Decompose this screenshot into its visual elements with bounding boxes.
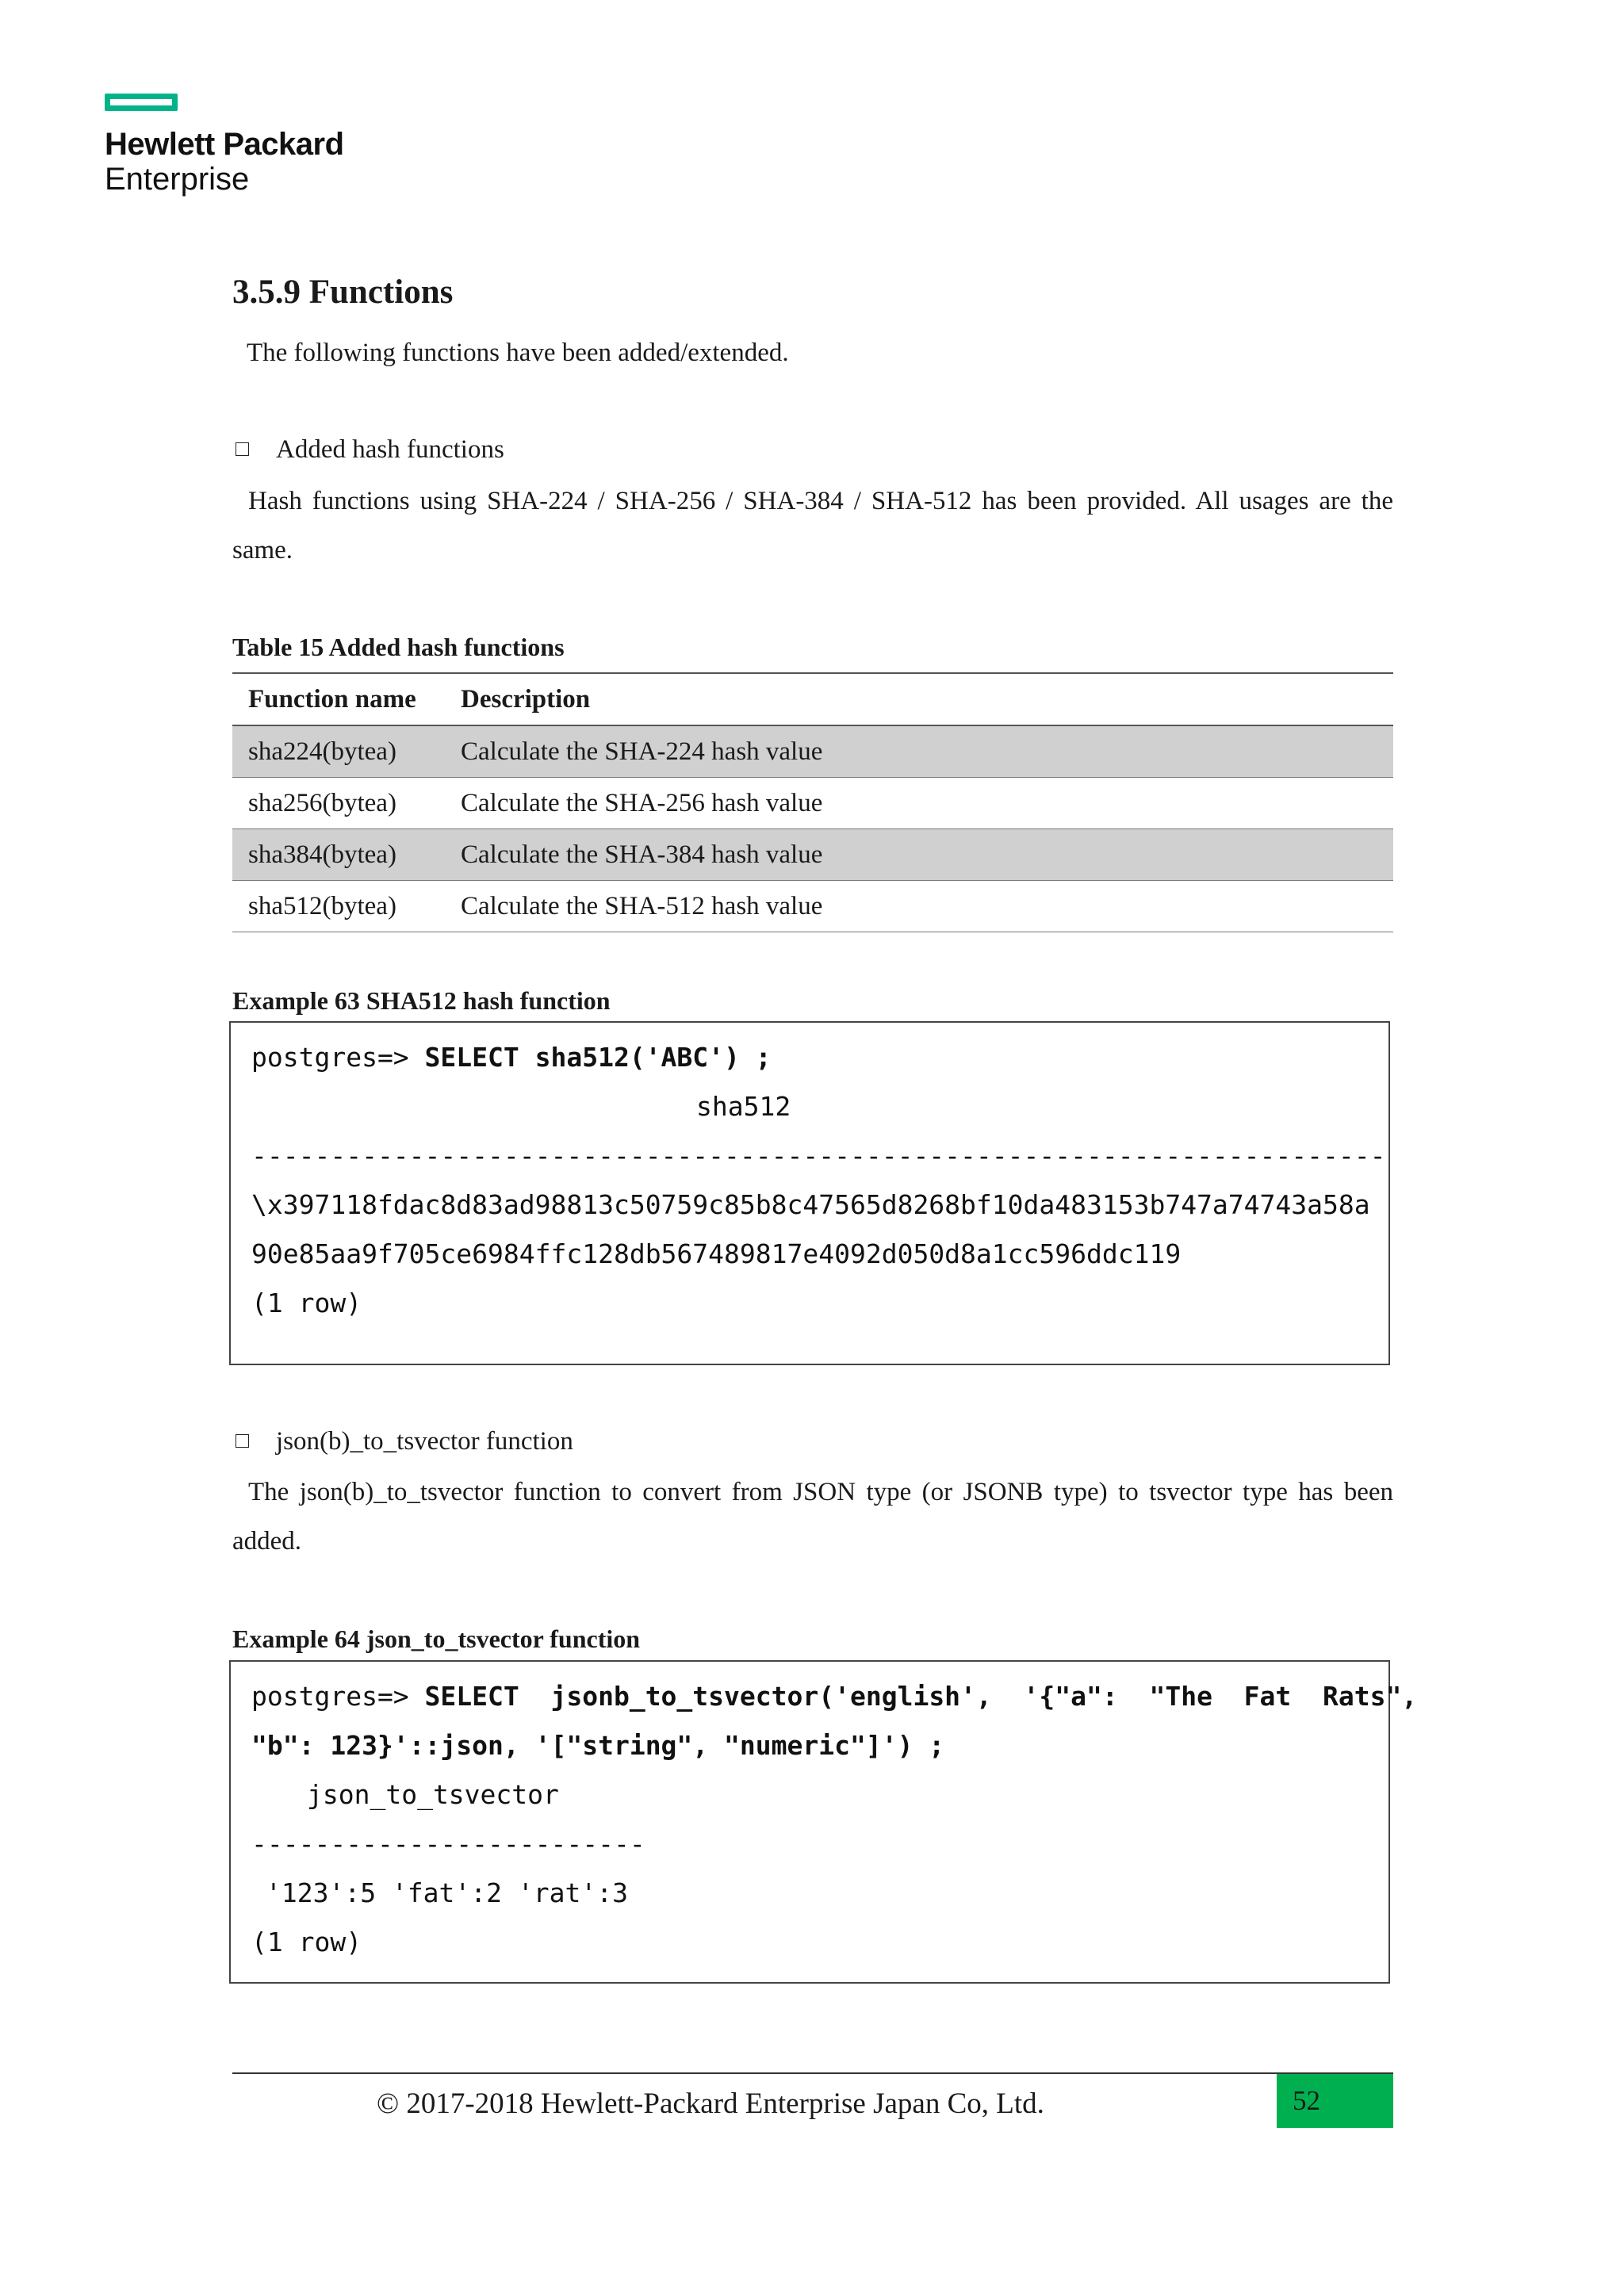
code-command: SELECT sha512('ABC') ;: [424, 1042, 772, 1073]
cell-function: sha256(bytea): [232, 778, 445, 829]
cell-function: sha224(bytea): [232, 725, 445, 778]
example64-caption: Example 64 json_to_tsvector function: [232, 1624, 641, 1653]
code-result: '123':5 'fat':2 'rat':3: [266, 1877, 628, 1908]
section-intro: The following functions have been added/extended.: [247, 339, 789, 367]
footer-divider: [232, 2072, 1393, 2074]
footer-copyright: © 2017-2018 Hewlett-Packard Enterprise Japan Co, Ltd.: [377, 2087, 1044, 2120]
code-command-cont: "b": 123}'::json, '["string", "numeric"]') ;: [251, 1730, 945, 1761]
code-prompt: postgres=>: [251, 1681, 425, 1712]
cell-description: Calculate the SHA-512 hash value: [445, 881, 1393, 932]
code-line-command2: [251, 1730, 944, 1761]
cell-description: Calculate the SHA-224 hash value: [445, 725, 1393, 778]
header-function-name: Function name: [232, 673, 445, 725]
cell-description: Calculate the SHA-256 hash value: [445, 778, 1393, 829]
code-command: SELECT jsonb_to_tsvector('english', '{"a": "The Fat Rats",: [424, 1681, 1418, 1712]
code-line-command: [251, 1042, 772, 1073]
table-row: [232, 881, 1393, 932]
bullet-hash-functions: [232, 435, 504, 465]
example63-caption: Example 63 SHA512 hash function: [232, 986, 611, 1015]
code-row-count: (1 row): [251, 1927, 362, 1957]
hash-functions-table: [232, 672, 1393, 932]
code-separator: ------------------------------------------------------------------------: [251, 1140, 1386, 1171]
code-prompt: postgres=>: [251, 1042, 425, 1073]
hpe-logo-mark-icon: [105, 94, 178, 111]
logo-text-line1: Hewlett Packard: [105, 127, 344, 162]
cell-function: sha512(bytea): [232, 881, 445, 932]
checkbox-bullet-icon: [236, 442, 249, 456]
page-number-box: [1277, 2074, 1393, 2128]
table-row: [232, 725, 1393, 778]
header-description: Description: [445, 673, 1393, 725]
code-result-line2: 90e85aa9f705ce6984ffc128db567489817e4092d050d8a1cc596ddc119: [251, 1238, 1182, 1269]
logo-text-line2: Enterprise: [105, 162, 250, 197]
cell-function: sha384(bytea): [232, 829, 445, 881]
table-header-row: [232, 673, 1393, 725]
code-line-command1: [251, 1681, 1417, 1712]
hash-paragraph: Hash functions using SHA-224 / SHA-256 / SHA-384 / SHA-512 has been provided. All usages are the same.: [232, 487, 1393, 564]
example63-code-box: [229, 1021, 1390, 1365]
table-row: [232, 778, 1393, 829]
example64-code-box: [229, 1660, 1418, 1984]
bullet-tsvector-function: [232, 1427, 573, 1456]
page-number: 52: [1293, 2085, 1320, 2116]
table-row: [232, 829, 1393, 881]
code-row-count: (1 row): [251, 1288, 362, 1318]
cell-description: Calculate the SHA-384 hash value: [445, 829, 1393, 881]
checkbox-bullet-icon: [236, 1434, 249, 1448]
table-caption: Table 15 Added hash functions: [232, 633, 565, 661]
code-separator: -------------------------: [251, 1828, 645, 1859]
bullet-label: Added hash functions: [276, 435, 504, 464]
code-result-line1: \x397118fdac8d83ad98813c50759c85b8c47565d8268bf10da483153b747a74743a58a: [251, 1189, 1370, 1220]
tsvector-paragraph: The json(b)_to_tsvector function to convert from JSON type (or JSONB type) to tsvector type has been added.: [232, 1478, 1393, 1556]
bullet-label: json(b)_to_tsvector function: [276, 1427, 573, 1456]
section-title: 3.5.9 Functions: [232, 274, 454, 311]
code-column-header: sha512: [696, 1091, 791, 1122]
code-column-header: json_to_tsvector: [307, 1779, 559, 1810]
